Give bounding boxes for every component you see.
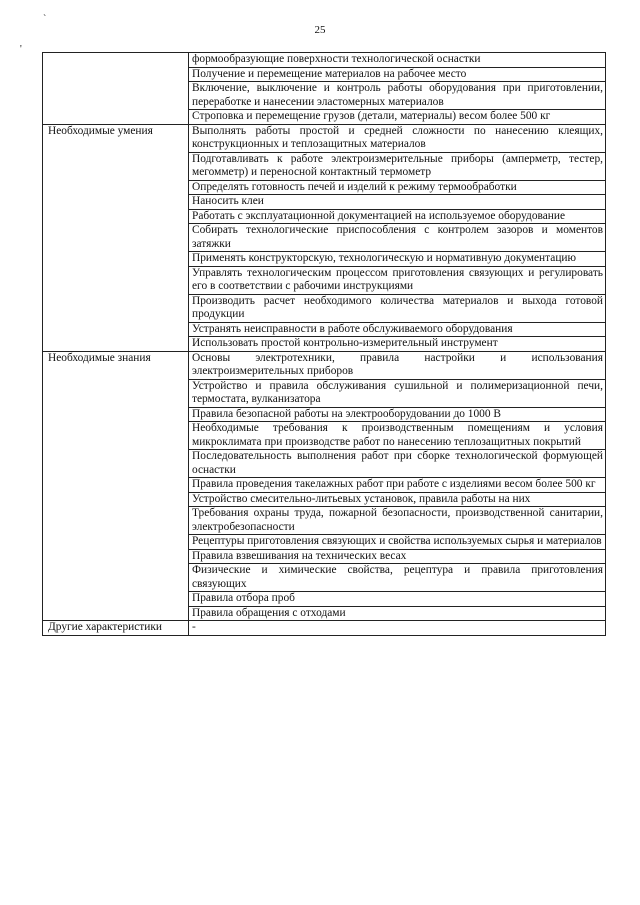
row-description: Правила безопасной работы на электрооборудовании до 1000 В	[189, 407, 606, 422]
row-description: Наносить клеи	[189, 195, 606, 210]
row-description: Выполнять работы простой и средней сложности по нанесению клеящих, конструкционных и теплозащитных материалов	[189, 124, 606, 152]
row-label-other: Другие характеристики	[43, 621, 189, 636]
row-description: Управлять технологическим процессом приготовления связующих и регулировать его в соответствии с рабочими инструкциями	[189, 266, 606, 294]
row-description: Правила отбора проб	[189, 592, 606, 607]
table-row	[43, 124, 606, 152]
row-description: формообразующие поверхности технологической оснастки	[189, 53, 606, 68]
row-description: Основы электротехники, правила настройки и использования электроизмерительных приборов	[189, 351, 606, 379]
table-row	[43, 621, 606, 636]
row-description: Включение, выключение и контроль работы оборудования при приготовлении, переработке и нанесении эластомерных материалов	[189, 82, 606, 110]
row-description: Подготавливать к работе электроизмерительные приборы (амперметр, тестер, мегомметр) и переносной контактный термометр	[189, 152, 606, 180]
row-description: Правила проведения такелажных работ при работе с изделиями весом более 500 кг	[189, 478, 606, 493]
row-description: Производить расчет необходимого количества материалов и выхода готовой продукции	[189, 294, 606, 322]
row-description: Устранять неисправности в работе обслуживаемого оборудования	[189, 322, 606, 337]
row-description: Требования охраны труда, пожарной безопасности, производственной санитарии, электробезопасности	[189, 507, 606, 535]
row-description: Применять конструкторскую, технологическую и нормативную документацию	[189, 252, 606, 267]
scan-mark: `	[43, 14, 47, 25]
row-label-knowledge: Необходимые знания	[43, 351, 189, 621]
row-label-skills: Необходимые умения	[43, 124, 189, 351]
row-description: Работать с эксплуатационной документацией на используемое оборудование	[189, 209, 606, 224]
row-description: Рецептуры приготовления связующих и свойства используемых сырья и материалов	[189, 535, 606, 550]
row-description: Использовать простой контрольно-измерительный инструмент	[189, 337, 606, 352]
row-description: Получение и перемещение материалов на рабочее место	[189, 67, 606, 82]
row-description: Правила обращения с отходами	[189, 606, 606, 621]
scan-mark: '	[20, 44, 22, 55]
row-description: Устройство и правила обслуживания сушильной и полимеризационной печи, термостата, вулканизатора	[189, 379, 606, 407]
row-description: Собирать технологические приспособления с контролем зазоров и моментов затяжки	[189, 224, 606, 252]
competency-table	[42, 52, 606, 636]
row-description: -	[189, 621, 606, 636]
row-description: Правила взвешивания на технических весах	[189, 549, 606, 564]
row-description: Строповка и перемещение грузов (детали, материалы) весом более 500 кг	[189, 110, 606, 125]
row-description: Физические и химические свойства, рецептура и правила приготовления связующих	[189, 564, 606, 592]
page-number: 25	[314, 24, 326, 36]
row-description: Последовательность выполнения работ при сборке технологической формующей оснастки	[189, 450, 606, 478]
row-description: Необходимые требования к производственным помещениям и условия микроклимата при производстве работ по нанесению теплозащитных покрытий	[189, 422, 606, 450]
row-description: Определять готовность печей и изделий к режиму термообработки	[189, 180, 606, 195]
table-row	[43, 351, 606, 379]
row-label-continuation	[43, 53, 189, 125]
row-description: Устройство смесительно-литьевых установок, правила работы на них	[189, 492, 606, 507]
table-row	[43, 53, 606, 68]
